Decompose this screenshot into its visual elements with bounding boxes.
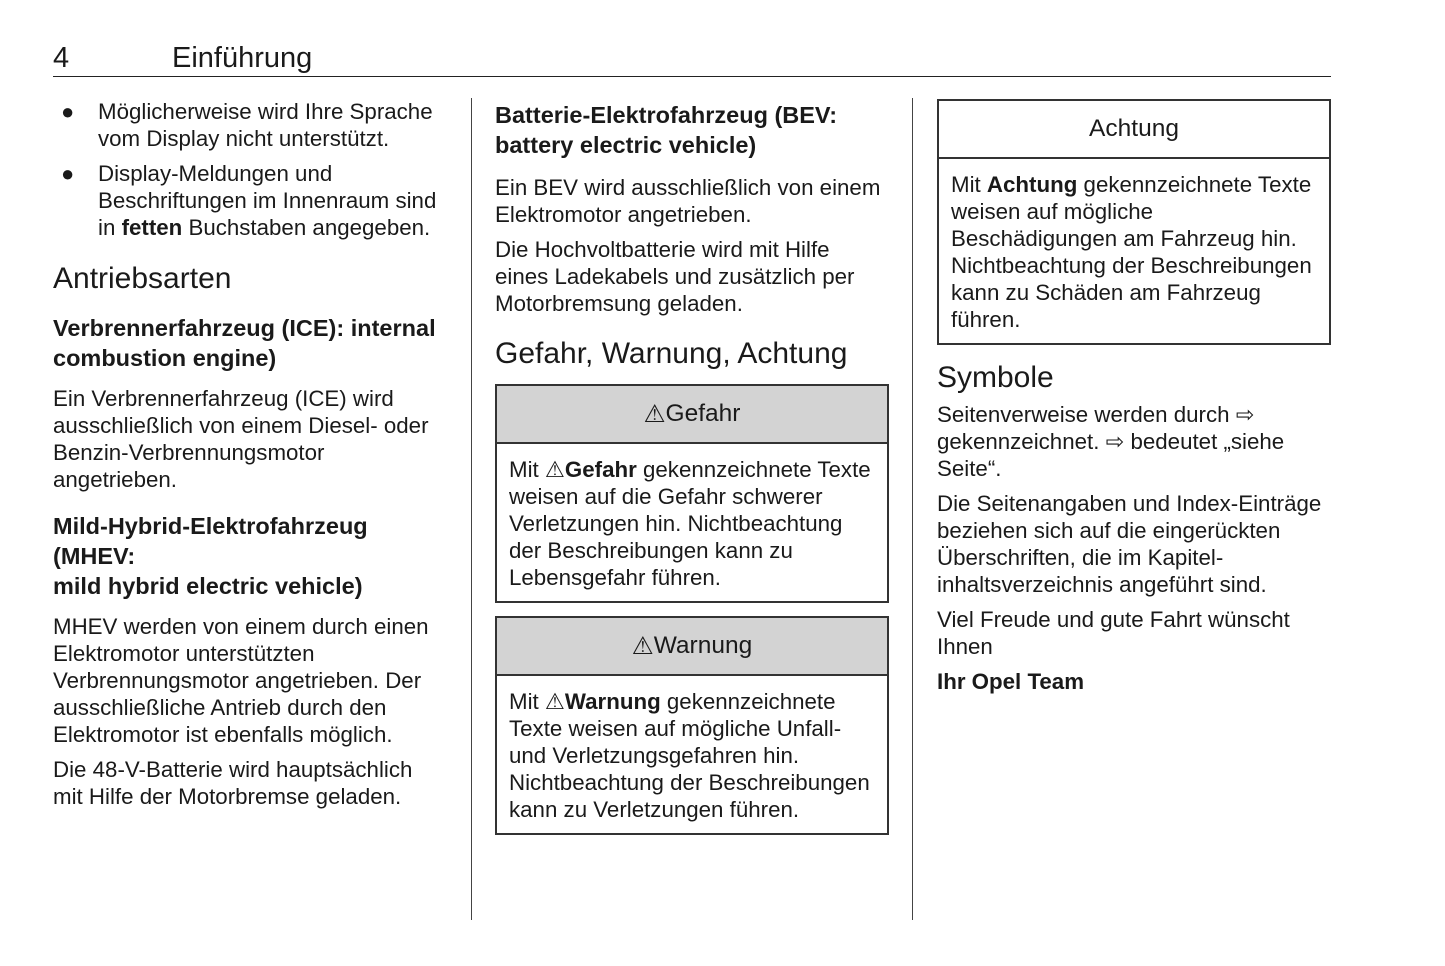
warning-box-body: Mit ⚠Warnung gekennzeichnete Texte weisen auf mögliche Unfall- und Verletzungsgefahren hin. Nichtbeachtung der Beschreibungen kann zu Verletzungen führen.: [509, 689, 870, 822]
caution-box-body: Mit Achtung gekennzeichnete Texte weisen auf mögliche Beschädigungen am Fahrzeug hin. Nichtbeachtung der Beschreibungen kann zu Schäden am Fahrzeug führen.: [951, 172, 1312, 332]
bev-body-2: Die Hochvoltbatterie wird mit Hilfe eines Ladekabels und zusätzlich per Motorbremsung geladen.: [495, 237, 855, 316]
mhev-heading-line2: mild hybrid electric vehicle): [53, 573, 363, 599]
mhev-body-1: MHEV werden von einem durch einen Elektromotor unterstützten Verbrennungsmotor angetrieben. Der ausschließliche Antrieb durch den Elektromotor ist ebenfalls möglich.: [53, 614, 429, 747]
column-divider: [471, 98, 472, 920]
page-number: 4: [53, 42, 70, 74]
warning-box-header: [497, 618, 887, 676]
page-reference-arrow-icon: ⇨: [1235, 402, 1255, 427]
bullet-list: [53, 98, 448, 241]
danger-box-title: Gefahr: [665, 400, 741, 427]
caution-box-header: [939, 101, 1329, 159]
section-title-symbole: Symbole: [937, 361, 1054, 394]
chapter-title: Einführung: [172, 42, 313, 74]
column-2: [495, 98, 889, 835]
column-divider: [912, 98, 913, 920]
symbols-body-1: Seitenverweise werden durch ⇨ gekennzeichnet. ⇨ bedeutet „siehe Seite“.: [937, 402, 1285, 481]
danger-box-header: [497, 386, 887, 444]
ice-body: Ein Verbrennerfahrzeug (ICE) wird ausschließlich von einem Diesel- oder Benzin-Verbrennungsmotor angetrieben.: [53, 386, 429, 492]
bullet-icon: ●: [61, 161, 75, 186]
mhev-body-2: Die 48-V-Batterie wird hauptsächlich mit Hilfe der Motorbremse geladen.: [53, 757, 413, 809]
caution-box: [937, 99, 1331, 345]
column-1: [53, 98, 448, 810]
list-item: ● Möglicherweise wird Ihre Sprache vom Display nicht unterstützt.: [61, 99, 433, 151]
warning-triangle-icon: ⚠: [544, 689, 565, 714]
mhev-heading-line1: Mild-Hybrid-Elektrofahrzeug (MHEV:: [53, 513, 368, 569]
warning-box: [495, 616, 889, 835]
signature: Ihr Opel Team: [937, 669, 1085, 694]
danger-box: [495, 384, 889, 603]
page-header: [53, 40, 1331, 77]
section-title-warnings: Gefahr, Warnung, Achtung: [495, 337, 848, 370]
warning-triangle-icon: ⚠: [631, 633, 654, 660]
section-title-antriebsarten: Antriebsarten: [53, 262, 232, 295]
page-reference-arrow-icon: ⇨: [1105, 429, 1125, 454]
warning-box-title: Warnung: [653, 632, 753, 659]
caution-box-title: Achtung: [1089, 115, 1179, 142]
index-explanation: Die Seitenangaben und Index-Einträge beziehen sich auf die eingerückten Überschriften, die im Kapitelinhaltsverzeichnis angeführt sind.: [937, 491, 1322, 597]
warning-triangle-icon: ⚠: [643, 401, 666, 428]
warning-triangle-icon: ⚠: [544, 457, 565, 482]
closing-greeting: Viel Freude und gute Fahrt wünscht Ihnen: [937, 607, 1290, 659]
column-3: [937, 98, 1331, 695]
danger-box-body: Mit ⚠Gefahr gekennzeichnete Texte weisen auf die Gefahr schwerer Verletzungen hin. Nichtbeachtung der Beschreibungen kann zu Lebensgefahr führen.: [509, 457, 871, 590]
bev-body-1: Ein BEV wird ausschließlich von einem Elektromotor angetrieben.: [495, 175, 881, 227]
ice-heading: Verbrennerfahrzeug (ICE): internal combustion engine): [53, 315, 436, 371]
bev-heading: Batterie-Elektrofahrzeug (BEV: battery electric vehicle): [495, 102, 838, 158]
bullet-icon: ●: [61, 99, 75, 124]
list-item: ● Display-Meldungen und Beschriftungen im Innenraum sind in fetten Buchstaben angegeben.: [61, 161, 437, 240]
bold-word: fetten: [121, 215, 183, 240]
